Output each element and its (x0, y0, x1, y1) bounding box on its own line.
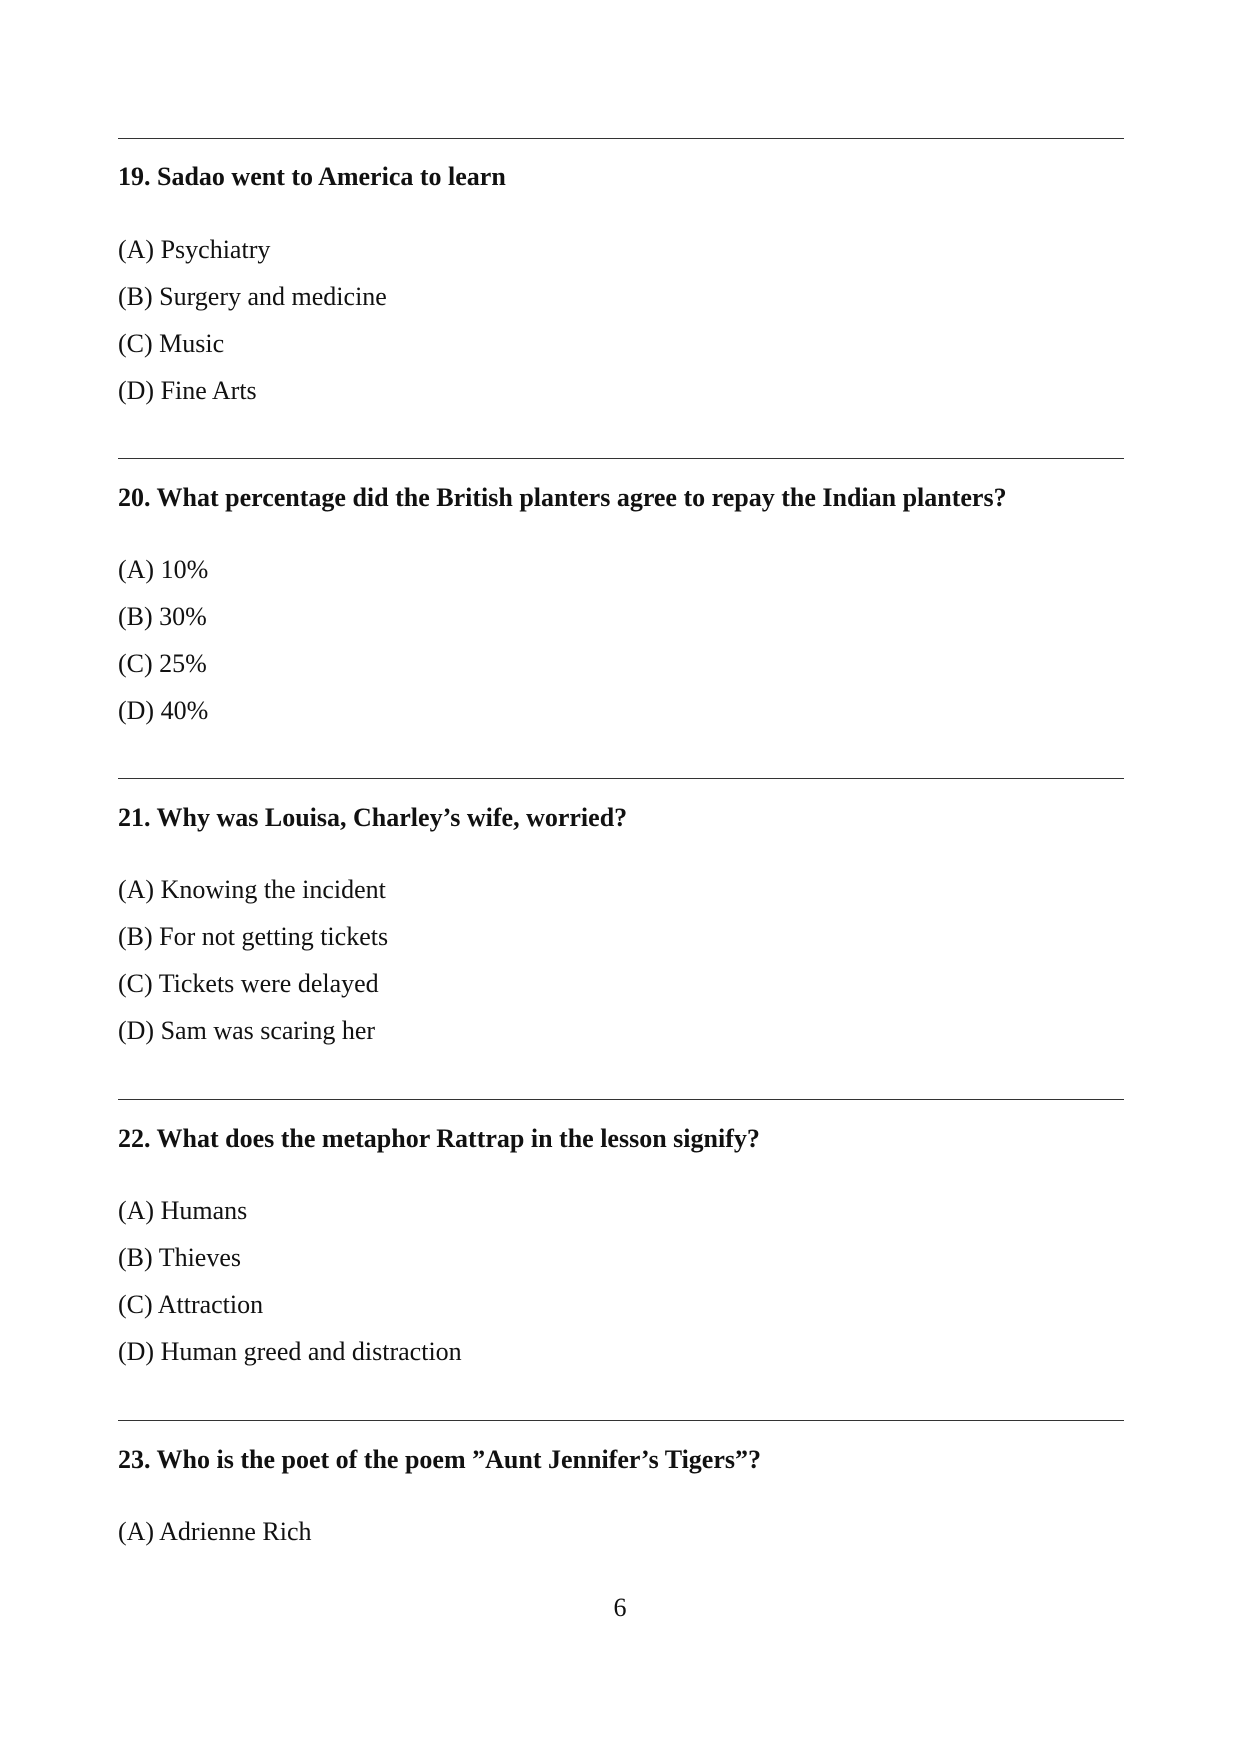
question-21-text: 21. Why was Louisa, Charley’s wife, worried? (118, 803, 628, 832)
question-21-option-b: (B) For not getting tickets (118, 922, 389, 951)
section-divider (118, 458, 1124, 459)
page-number: 6 (613, 1593, 627, 1622)
question-20-option-a: (A) 10% (118, 555, 209, 584)
section-divider (118, 1099, 1124, 1100)
question-20-text: 20. What percentage did the British planters agree to repay the Indian planters? (118, 483, 1007, 512)
section-divider (118, 138, 1124, 139)
question-19-option-c: (C) Music (118, 329, 225, 358)
question-21-option-a: (A) Knowing the incident (118, 875, 386, 904)
question-19-text: 19. Sadao went to America to learn (118, 162, 506, 191)
question-21-option-c: (C) Tickets were delayed (118, 969, 379, 998)
question-22-option-c: (C) Attraction (118, 1290, 264, 1319)
question-19-option-a: (A) Psychiatry (118, 235, 271, 264)
section-divider (118, 778, 1124, 779)
section-divider (118, 1420, 1124, 1421)
question-22-option-b: (B) Thieves (118, 1243, 241, 1272)
question-22-option-d: (D) Human greed and distraction (118, 1337, 462, 1366)
question-23-option-a: (A) Adrienne Rich (118, 1517, 312, 1546)
question-22-option-a: (A) Humans (118, 1196, 248, 1225)
question-20-option-c: (C) 25% (118, 649, 207, 678)
question-19-option-b: (B) Surgery and medicine (118, 282, 387, 311)
question-23-text: 23. Who is the poet of the poem ”Aunt Jennifer’s Tigers”? (118, 1445, 762, 1474)
question-20-option-b: (B) 30% (118, 602, 207, 631)
question-21-option-d: (D) Sam was scaring her (118, 1016, 376, 1045)
question-19-option-d: (D) Fine Arts (118, 376, 257, 405)
question-20-option-d: (D) 40% (118, 696, 209, 725)
question-22-text: 22. What does the metaphor Rattrap in the lesson signify? (118, 1124, 760, 1153)
